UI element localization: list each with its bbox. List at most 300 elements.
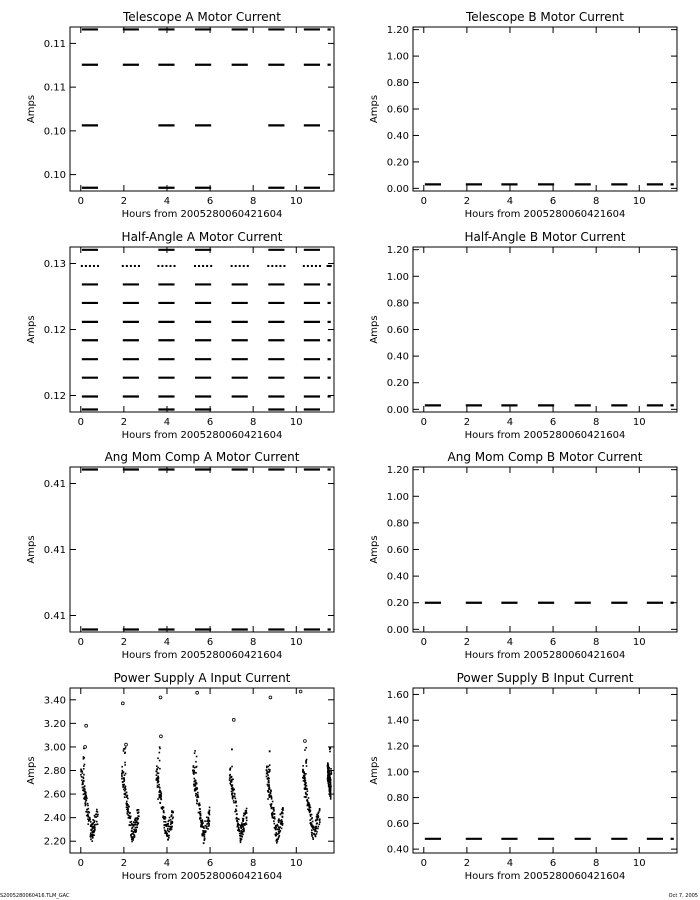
data-point [231, 791, 233, 793]
data-point [195, 788, 197, 790]
y-axis-label: Amps [26, 756, 37, 785]
y-tick-label: 0.11 [43, 38, 66, 50]
data-point [160, 795, 162, 797]
data-point [245, 810, 247, 812]
data-point [86, 809, 88, 811]
y-tick-label: 0.41 [43, 611, 66, 622]
x-axis-label: Hours from 2005280060421604 [464, 650, 626, 661]
x-tick-label: 10 [632, 858, 646, 869]
data-point [125, 773, 127, 775]
data-point [166, 825, 168, 827]
data-point [234, 811, 236, 813]
y-tick-label: 0.41 [43, 545, 66, 556]
x-tick-label: 10 [632, 637, 646, 648]
data-point [124, 748, 126, 750]
data-point [199, 817, 201, 819]
data-point [96, 809, 98, 811]
data-point [268, 781, 270, 783]
x-tick-label: 0 [420, 637, 427, 648]
y-tick-label: 0.00 [386, 404, 409, 416]
y-tick-label: 1.20 [386, 25, 409, 37]
data-point [282, 809, 284, 811]
data-point [199, 808, 201, 810]
data-point [271, 796, 273, 798]
data-point [168, 831, 170, 833]
data-point [135, 817, 137, 819]
y-tick-label: 0.80 [386, 298, 409, 310]
data-point [206, 827, 208, 829]
data-point [329, 778, 331, 780]
data-point [229, 779, 231, 781]
data-point [83, 768, 85, 770]
data-point [278, 826, 280, 828]
data-point [81, 265, 83, 267]
data-point [318, 826, 320, 828]
data-point [232, 796, 234, 798]
x-tick-label: 0 [420, 417, 427, 428]
data-point [124, 762, 126, 764]
data-point [307, 265, 309, 267]
data-point [328, 781, 330, 783]
data-point [130, 817, 132, 819]
data-point [157, 757, 159, 759]
data-point [204, 820, 206, 822]
data-point [123, 780, 125, 782]
data-point [247, 265, 249, 267]
x-tick-label: 6 [549, 417, 557, 428]
chart-title: Ang Mom Comp A Motor Current [104, 450, 300, 464]
chart-panel-5 [26, 450, 334, 661]
data-point [159, 787, 161, 789]
data-point [196, 756, 198, 758]
data-point [170, 819, 172, 821]
data-point [231, 265, 233, 267]
data-point [164, 818, 166, 820]
data-point [131, 841, 133, 843]
chart-panel-4 [369, 230, 677, 441]
data-point [121, 776, 123, 778]
data-point [274, 823, 276, 825]
y-tick-label: 3.20 [43, 718, 66, 730]
data-point [233, 802, 235, 804]
data-point [81, 779, 83, 781]
data-point [206, 265, 208, 267]
data-point [198, 812, 200, 814]
data-point [156, 771, 158, 773]
data-point [129, 824, 131, 826]
data-point [162, 815, 164, 817]
data-point [134, 830, 136, 832]
data-point [304, 773, 306, 775]
data-point [93, 265, 95, 267]
data-point [328, 770, 330, 772]
data-point [316, 822, 318, 824]
data-point [306, 794, 308, 796]
data-point [242, 819, 244, 821]
data-point [204, 836, 206, 838]
data-point [84, 791, 86, 793]
data-point [158, 777, 160, 779]
data-point [279, 826, 281, 828]
y-axis-label: Amps [369, 535, 380, 564]
chart-title: Half-Angle A Motor Current [121, 230, 283, 244]
data-point [209, 820, 211, 822]
data-point [277, 825, 279, 827]
data-point [267, 784, 269, 786]
data-point [303, 775, 305, 777]
data-point [316, 833, 318, 835]
data-point [124, 790, 126, 792]
data-point [91, 826, 93, 828]
footer-date: Oct 7, 2005 [668, 893, 698, 899]
data-point [196, 803, 198, 805]
data-point [195, 793, 197, 795]
data-point [283, 265, 285, 267]
data-point [327, 764, 329, 766]
series-level-2 [81, 265, 332, 267]
data-point [315, 826, 317, 828]
data-point [327, 772, 329, 774]
x-axis-label: Hours from 2005280060421604 [464, 430, 626, 441]
data-point [167, 825, 169, 827]
data-point [93, 825, 95, 827]
data-point [329, 751, 331, 753]
data-point [131, 830, 133, 832]
data-point [319, 822, 321, 824]
data-point [309, 810, 311, 812]
data-point [194, 780, 196, 782]
x-tick-label: 4 [506, 858, 514, 869]
data-point [232, 798, 234, 800]
chart-title: Half-Angle B Motor Current [464, 230, 626, 244]
data-point [158, 784, 160, 786]
data-point [122, 784, 124, 786]
data-point [170, 823, 172, 825]
data-point [280, 822, 282, 824]
data-point [97, 811, 99, 813]
data-point [305, 787, 307, 789]
data-point [273, 807, 275, 809]
data-point [84, 788, 86, 790]
data-point [266, 773, 268, 775]
data-point [158, 772, 160, 774]
data-point [319, 809, 321, 811]
data-point [201, 822, 203, 824]
data-point [279, 820, 281, 822]
data-point [209, 810, 211, 812]
data-point [274, 816, 276, 818]
data-point [133, 834, 135, 836]
y-tick-label: 0.41 [43, 479, 66, 490]
data-point [231, 776, 233, 778]
outlier-point [159, 696, 162, 699]
data-point [126, 792, 128, 794]
data-point [127, 811, 129, 813]
data-point [83, 757, 85, 759]
x-tick-label: 0 [77, 637, 84, 648]
data-point [204, 838, 206, 840]
data-point [315, 820, 317, 822]
data-point [90, 836, 92, 838]
data-point [242, 829, 244, 831]
data-point [242, 834, 244, 836]
y-tick-label: 1.20 [386, 741, 409, 753]
data-point [136, 810, 138, 812]
data-point [306, 765, 308, 767]
data-point [137, 815, 139, 817]
data-point [304, 749, 306, 751]
x-tick-label: 4 [506, 417, 514, 428]
data-point [270, 806, 272, 808]
data-point [237, 826, 239, 828]
data-point [136, 827, 138, 829]
data-point [235, 798, 237, 800]
data-point [195, 795, 197, 797]
data-point [308, 797, 310, 799]
x-tick-label: 0 [420, 858, 427, 869]
data-point [80, 769, 82, 771]
data-point [94, 816, 96, 818]
x-tick-label: 6 [206, 858, 214, 869]
y-axis-label: Amps [369, 756, 380, 785]
data-point [80, 774, 82, 776]
x-tick-label: 10 [289, 196, 303, 207]
data-point [172, 817, 174, 819]
data-point [161, 265, 163, 267]
data-point [195, 766, 197, 768]
data-point [309, 811, 311, 813]
y-tick-label: 0.80 [386, 78, 409, 90]
data-point [90, 821, 92, 823]
data-point [243, 815, 245, 817]
data-point [127, 798, 129, 800]
chart-title: Power Supply B Input Current [456, 671, 634, 685]
data-point [194, 265, 196, 267]
x-tick-label: 6 [206, 196, 214, 207]
data-point [130, 265, 132, 267]
x-axis-label: Hours from 2005280060421604 [121, 430, 283, 441]
data-point [91, 840, 93, 842]
data-point [174, 265, 176, 267]
data-point [302, 769, 304, 771]
data-point [161, 793, 163, 795]
data-point [124, 764, 126, 766]
data-point [305, 761, 307, 763]
data-point [272, 812, 274, 814]
data-point [330, 773, 332, 775]
data-point [306, 788, 308, 790]
data-point [124, 793, 126, 795]
data-point [240, 842, 242, 844]
data-point [122, 786, 124, 788]
data-point [311, 834, 313, 836]
data-point [208, 825, 210, 827]
data-point [307, 803, 309, 805]
x-tick-label: 6 [206, 637, 214, 648]
data-point [246, 817, 248, 819]
data-point [244, 824, 246, 826]
y-tick-label: 0.12 [43, 391, 66, 402]
data-point [327, 778, 329, 780]
data-point [279, 265, 281, 267]
x-tick-label: 2 [463, 858, 471, 869]
y-tick-label: 0.00 [386, 183, 409, 195]
data-point [209, 807, 211, 809]
data-point [159, 748, 161, 750]
data-point [131, 838, 133, 840]
data-point [131, 823, 133, 825]
data-point [330, 784, 332, 786]
data-point [198, 805, 200, 807]
data-point [278, 820, 280, 822]
data-point [165, 265, 167, 267]
data-point [271, 798, 273, 800]
chart-panel-2 [369, 10, 677, 220]
data-point [206, 826, 208, 828]
data-point [303, 265, 305, 267]
y-tick-label: 0.20 [386, 157, 409, 169]
plot-frame [413, 467, 677, 632]
data-point [129, 813, 131, 815]
x-tick-label: 8 [249, 858, 257, 869]
data-point [203, 826, 205, 828]
y-tick-label: 0.60 [386, 325, 409, 336]
data-point [234, 793, 236, 795]
x-axis-label: Hours from 2005280060421604 [121, 871, 283, 882]
data-point [272, 814, 274, 816]
y-tick-label: 2.40 [43, 813, 66, 825]
data-point [193, 778, 195, 780]
plot-frame [413, 247, 677, 412]
data-point [278, 829, 280, 831]
data-point [328, 784, 330, 786]
data-point [238, 824, 240, 826]
data-point [312, 825, 314, 827]
data-point [172, 811, 174, 813]
x-tick-label: 4 [506, 196, 514, 207]
x-axis-label: Hours from 2005280060421604 [121, 650, 283, 661]
data-point [130, 836, 132, 838]
y-tick-label: 0.12 [43, 325, 66, 336]
data-point [199, 803, 201, 805]
data-point [239, 835, 241, 837]
data-point [233, 800, 235, 802]
data-point [193, 765, 195, 767]
x-tick-label: 2 [120, 858, 128, 869]
data-point [95, 824, 97, 826]
y-tick-label: 0.80 [386, 793, 409, 805]
data-point [90, 832, 92, 834]
x-tick-label: 6 [549, 196, 557, 207]
data-point [194, 750, 196, 752]
data-point [305, 782, 307, 784]
data-point [81, 776, 83, 778]
data-point [159, 802, 161, 804]
data-point [305, 773, 307, 775]
x-tick-label: 0 [77, 196, 84, 207]
data-point [239, 838, 241, 840]
data-point [197, 792, 199, 794]
x-tick-label: 2 [120, 196, 128, 207]
data-point [311, 817, 313, 819]
data-point [159, 752, 161, 754]
data-point [276, 842, 278, 844]
data-point [92, 827, 94, 829]
data-point [86, 796, 88, 798]
data-point [329, 793, 331, 795]
data-point [315, 827, 317, 829]
data-point [124, 774, 126, 776]
data-point [269, 769, 271, 771]
data-point [269, 764, 271, 766]
y-tick-label: 0.10 [43, 170, 66, 182]
data-point [266, 769, 268, 771]
data-point [83, 794, 85, 796]
data-point [201, 833, 203, 835]
y-tick-label: 0.80 [386, 518, 409, 530]
data-point [230, 767, 232, 769]
data-point [125, 786, 127, 788]
data-point [83, 780, 85, 782]
data-point [124, 796, 126, 798]
y-tick-label: 0.13 [43, 259, 66, 270]
data-point [282, 807, 284, 809]
data-point [233, 796, 235, 798]
data-point [157, 798, 159, 800]
data-point [243, 831, 245, 833]
data-point [238, 827, 240, 829]
y-tick-label: 1.20 [386, 245, 409, 257]
data-point [160, 798, 162, 800]
data-point [163, 821, 165, 823]
data-point [195, 785, 197, 787]
data-point [230, 784, 232, 786]
y-axis-label: Amps [26, 94, 37, 124]
data-point [268, 788, 270, 790]
x-tick-label: 10 [632, 196, 646, 207]
data-point [268, 785, 270, 787]
data-point [138, 265, 140, 267]
data-point [210, 265, 212, 267]
x-tick-label: 4 [163, 196, 171, 207]
data-point [274, 818, 276, 820]
data-point [330, 786, 332, 788]
chart-title: Telescope A Motor Current [123, 10, 281, 24]
data-point [281, 813, 283, 815]
data-point [202, 830, 204, 832]
y-tick-label: 2.20 [43, 836, 66, 848]
data-point [240, 840, 242, 842]
data-point [302, 770, 304, 772]
data-point [208, 818, 210, 820]
data-point [193, 784, 195, 786]
data-point [311, 814, 313, 816]
data-point [269, 751, 271, 753]
data-point [85, 811, 87, 813]
data-point [134, 836, 136, 838]
data-point [311, 832, 313, 834]
data-point [89, 819, 91, 821]
data-point [267, 778, 269, 780]
data-point [246, 808, 248, 810]
data-point [195, 790, 197, 792]
data-point [327, 775, 329, 777]
data-point [235, 809, 237, 811]
data-point [207, 828, 209, 830]
data-point [231, 749, 233, 751]
data-point [202, 265, 204, 267]
data-point [196, 799, 198, 801]
